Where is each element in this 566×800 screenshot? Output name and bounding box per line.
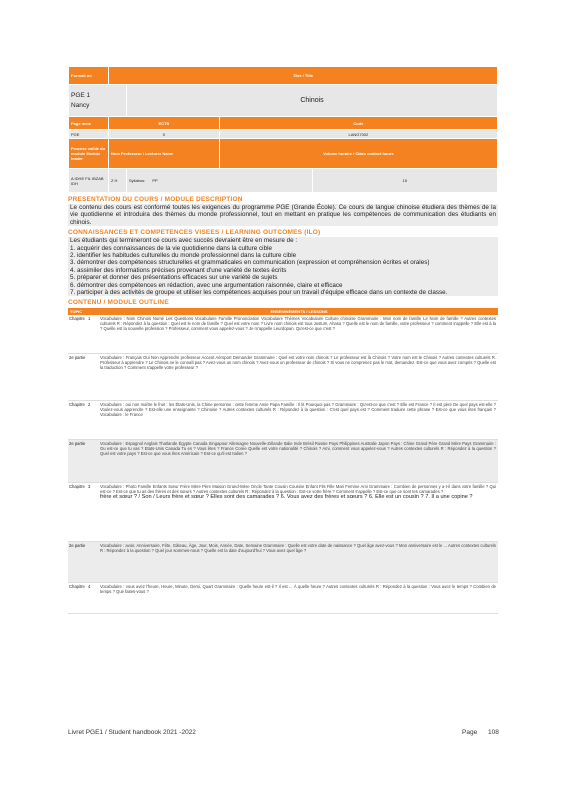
- outline-row: [68, 483, 498, 542]
- footer-page-label: Page: [462, 729, 478, 736]
- competence-item: 1. acquérir des connaissances de la vie quotidienne dans la culture cible: [70, 244, 272, 252]
- course-header-table: [68, 66, 498, 193]
- outline-row: [68, 354, 498, 401]
- competence-intro: Les étudiants qui termineront ce cours avec succès devraient être en mesure de :: [70, 237, 298, 245]
- ects-value: 0: [109, 130, 220, 139]
- syllabus-codes: A IDHE FIL IBZAB IDH: [69, 169, 109, 193]
- outline-header-bar: [68, 308, 498, 315]
- outline-chapter-num: 1: [88, 316, 91, 322]
- outline-chapter-num: [88, 354, 98, 400]
- outline-chapter-label: Chapitre: [69, 484, 85, 490]
- footer-page-number: 108: [488, 729, 499, 736]
- program-city: Nancy: [71, 101, 90, 109]
- outline-topic-header: TOPIC: [70, 309, 83, 315]
- competences-heading: CONNAISSANCES ET COMPETENCES VISEES / LEARNING OUTCOMES (ILO): [68, 229, 321, 237]
- syllabus-page: [68, 66, 498, 614]
- course-title: Chinois: [127, 85, 498, 117]
- syllabus-value: PP: [152, 178, 158, 183]
- competence-item: 3. démontrer des compétences structurelles et grammaticales en communication (expression et compréhension écrites et orales): [70, 259, 430, 267]
- volume-label: Volume horaire / Class contact hours: [219, 139, 497, 169]
- outline-chapter-label: Chapitre: [69, 402, 85, 408]
- program-name: PGE 1: [71, 91, 91, 99]
- outline-chapter-label: Chapitre: [69, 584, 85, 590]
- outline-chapter-text: Vocabulaire : avoir, Anniversaire, Fête, Gâteau, Âge, Jour, Mois, Année, Date, Semaine Grammaire : Quelle est votre date de naissance ? Quel âge avez-vous ? Mon anniversaire est le ... Autres contextes culturels R : Répondez à la question ? Quel jour sommes-nous ? Quelle est la date d'aujourd'hui ? Vous avez quel âge ?: [100, 543, 496, 554]
- presentation-text: Le contenu des cours est conformé toutes les exigences du programme PGE (Grande École). Ce cours de langue chinoise étudiera des thèmes de la vie quotidienne et introduira des thèmes du monde professionnel, tout en mettant en pratique les compétences de communication des étudiants en chinois.: [70, 204, 496, 226]
- program-short: PGE: [69, 130, 109, 139]
- presentation-heading: PRESENTATION DU COURS / MODULE DESCRIPTION: [68, 196, 243, 203]
- outline-chapter-text: Vocabulaire : Espagnol Anglais Thaïlande Égypte Canada Singapour Allemagne Nouvelle-Zélande Italie Inde Brésil Russie Pays Philippines Australie Japon Pays : Chine Grand Père Grand Mère Pays Grammaire : Ou est-ce que tu vas ? Etats-Unis Canada Tu es ? Vous êtes ? France Corée Quelle est votre nationalité ? Chinois ? Ami, comment vous appelez-vous ? Autres contextes culturels R : Répondez à la question ? Quel est votre pays ? Est-ce que vous êtes Américain ? Est-ce qu'il est Italien ?: [100, 441, 496, 457]
- outline-chapter-label: 2e partie: [69, 543, 86, 549]
- outline-row: [68, 583, 498, 614]
- outline-chapter-text: Vocabulaire : Photo Famille Enfants Sœur Frère Mère Père Maison Grand-Mère Oncle Tante Cousin Cousine Enfant Fils Fille Mari Femme Ami Grammaire : Combien de personnes y a-t-il dans votre famille ? Qui est-ce ? Est-ce que tu as des frères et des sœurs ? Autres contextes culturels R : Répondez à la question : Est-ce votre frère ? Comment s'appelle ? Est-ce que ce sont tes camarades ?: [100, 484, 496, 495]
- outline-chapter-num: 4: [88, 584, 91, 590]
- competences-list: [68, 237, 498, 296]
- outline-chapter-text: Vocabulaire : Nom Chinois Numé Les Questions Vocabulaire Famille Prononciation Vocabulaire Thèmes Vocabulaire Culture chinoise Grammaire : Mon nom de famille Le Nom de famille ? Autres contextes culturels R : Répondez à la question : Quel est le nom de famille ? Quel est votre nom ? Livre nom chinois est tous Jostum, Ahasa ? Quelle est le nom de famille, votre professeur ? comment s'appelle ? Elle est à la ? Quelle est la nouvelle profession ? Professeur, comment vous appelez-vous ? Je m'appelle Leurdopan. Qu'est-ce que c'est ?: [100, 316, 496, 332]
- process-label: Process valide du module Module leader: [69, 139, 109, 169]
- outline-chapter-num: 2: [88, 402, 91, 408]
- outline-heading: CONTENU / MODULE OUTLINE: [68, 299, 169, 307]
- outline-row: [68, 542, 498, 583]
- outline-chapter-num: [88, 542, 98, 582]
- ects-label: ECTS: [109, 117, 220, 130]
- outline-chapter-cell: [98, 483, 498, 541]
- outline-row: [68, 401, 498, 440]
- outline-row: [68, 315, 498, 354]
- syllabus-label: Syllabus:: [129, 178, 146, 183]
- language-code: Z H: [109, 169, 127, 193]
- outline-chapter-text: Vocabulaire : Français Oui Non Apprendre professeur Accent Aéroport Demander Grammaire : Quel est votre nom chinois ? Le professeur est là Chinois ? Votre nom est le Chinois ? Autres contextes culturels R. Professeur à apprendre ? Le Chinois ne le connaît pas ? Avez-vous un nom chinois ? Avez-vous un professeur de chinois ? Si vous ne comprenez pas le mot, demandez. Est-ce que vous avez compris ? Quelle est la traduction ? Comment s'appelle votre professeur ?: [100, 355, 496, 371]
- competence-item: 7. participer à des activités de groupe et utiliser les compétences acquises pour un travail d'équipe efficace dans un contexte de classe.: [70, 289, 448, 297]
- outline-chapter-label: Chapitre: [69, 316, 85, 322]
- page-label: Page mme: [69, 117, 109, 130]
- competence-item: 2. identifier les habitudes culturelles du monde professionnel dans la culture cible: [70, 252, 297, 260]
- competence-item: 6. démontrer des compétences en rédaction, avec une argumentation raisonnée, claire et efficace: [70, 281, 343, 289]
- title-label: Titre / Title: [109, 67, 498, 85]
- hours-value: 15: [312, 169, 498, 193]
- outline-chapter-label: 2e partie: [69, 441, 86, 447]
- outline-rows: [68, 315, 498, 614]
- syllabus-cell: [127, 169, 313, 193]
- outline-chapter-label: 2e partie: [69, 355, 86, 361]
- code-label: Code: [219, 117, 497, 130]
- competence-item: 5. préparer et donner des présentations efficaces sur une variété de sujets: [70, 274, 278, 282]
- formation-label: Formati on: [69, 67, 109, 85]
- outline-chapter-highlight: frère et sœur ? / Son / Leurs frère et sœur ? Elles sont des camarades ? 6. Vous avez des frères et sœurs ? 6. Elle est un cousin ? 7. Il a une copine ?: [100, 494, 473, 501]
- outline-chapter-text: Vocabulaire : vous avez l'heure, Heure, Minute, Demi, Quart Grammaire : Quelle heure est-il ? Il est ... À quelle heure ? Autres contextes culturels R : Répondez à la question : Vous avez le temps ? Combien de temps ? Que faites-vous ?: [100, 584, 496, 595]
- code-value: LANG7002: [219, 130, 497, 139]
- program-cell: [69, 85, 127, 117]
- outline-chapter-text: Vocabulaire : oui non maître le fruit : les États-Unis, la Chine personne : cette femme Amie Papa Famille : Il lit Pourquoi pas ? Grammaire : Qu'est-ce que c'est ? Elle est France ? Il est père De quel pays est-elle ? Voulez-vous apprendre ? Est-elle une enseignante ? Chinoise ? Autres contextes culturels R : Répondez à la question : C'est quel pays est ? Comment traduire cette phrase ? Est-ce que vous êtes français ? Vocabulaire : le France: [100, 402, 496, 418]
- footer-handbook-label: Livret PGE1 / Student handbook 2021 -2022: [68, 729, 196, 736]
- outline-chapter-num: [88, 440, 98, 482]
- outline-row: [68, 440, 498, 483]
- competence-item: 4. assimiler des informations précises provenant d'une variété de textes écrits: [70, 266, 287, 274]
- professor-label: Nom Professeur / Lecturer Name: [109, 139, 220, 169]
- outline-chapter-num: 3: [88, 484, 91, 490]
- outline-content-header: ENSEIGNEMENTS / LESSONS: [270, 309, 328, 315]
